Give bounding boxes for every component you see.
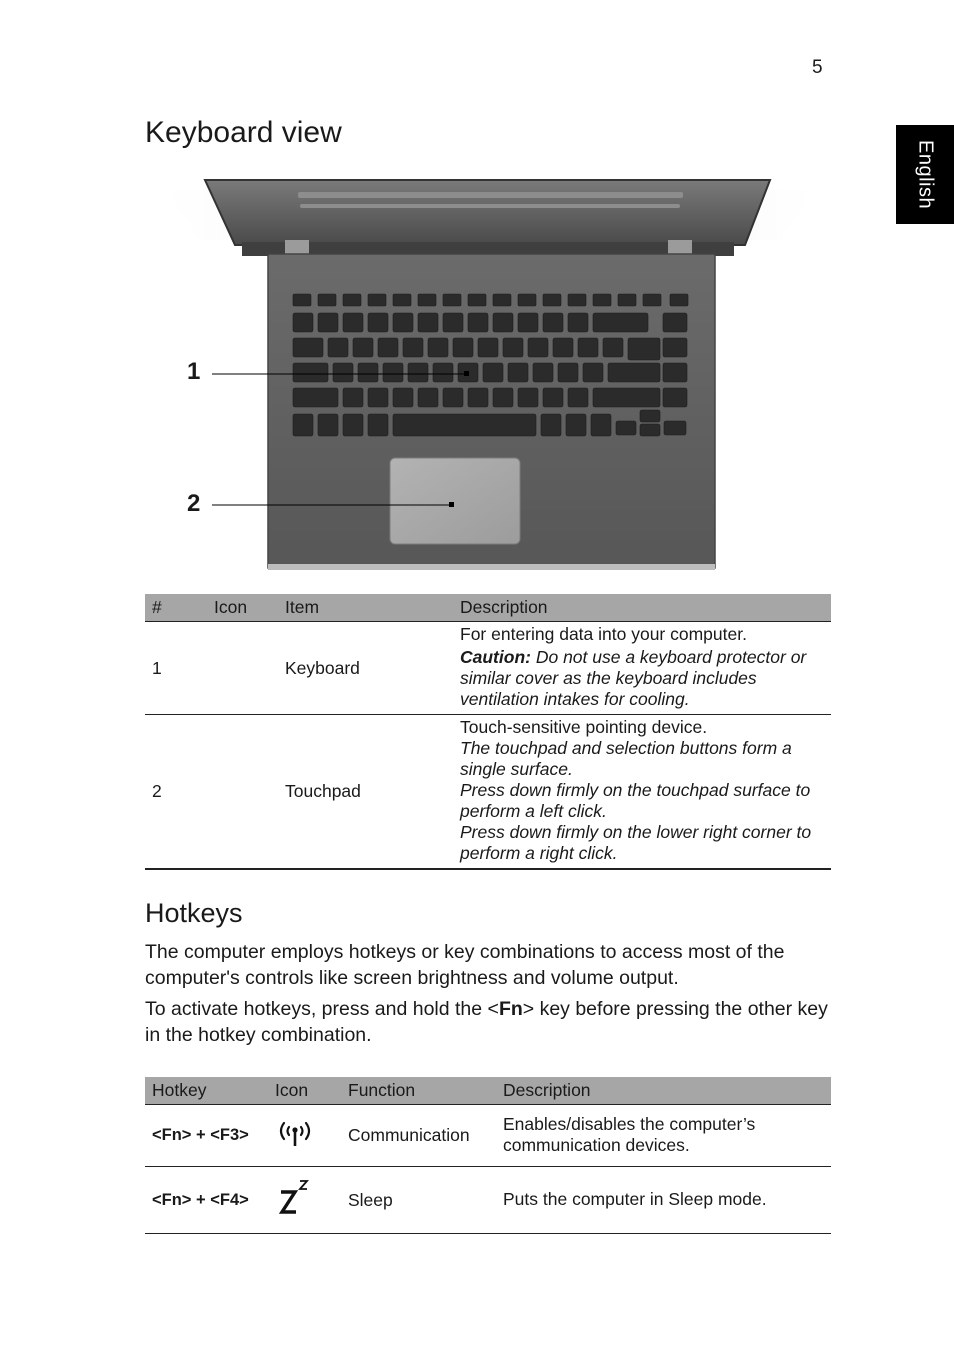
hotkey-combo: <Fn> + <F4> (145, 1167, 268, 1234)
header-icon: Icon (268, 1077, 341, 1105)
hotkey-description: Enables/disables the computer’s communication devices. (496, 1105, 831, 1167)
laptop-keyboard-illustration (150, 170, 830, 580)
description-line: Press down firmly on the lower right corner to perform a right click. (460, 822, 812, 863)
row-item: Keyboard (278, 622, 453, 715)
table-row (145, 622, 831, 715)
callout-2: 2 (187, 490, 201, 517)
hotkey-description: Puts the computer in Sleep mode. (496, 1167, 831, 1234)
page-number: 5 (812, 57, 823, 78)
description-main: Touch-sensitive pointing device. (460, 717, 708, 737)
hotkeys-table (145, 1077, 831, 1234)
header-description: Description (496, 1077, 831, 1105)
hotkeys-activation-paragraph (145, 996, 835, 1048)
table-row (145, 1167, 831, 1234)
row-number: 2 (145, 715, 207, 870)
sleep-icon (275, 1178, 315, 1218)
row-item: Touchpad (278, 715, 453, 870)
header-icon: Icon (207, 594, 278, 622)
caution-label: Caution: (460, 647, 531, 667)
row-icon-cell (268, 1167, 341, 1234)
caution-text: Do not use a keyboard protector or similar cover as the keyboard includes ventilation intakes for cooling. (460, 647, 807, 709)
callout-1: 1 (187, 358, 201, 385)
header-function: Function (341, 1077, 496, 1105)
language-tab-label: English (914, 139, 937, 210)
row-icon-cell (268, 1105, 341, 1167)
header-number: # (145, 594, 207, 622)
caution-note (460, 647, 824, 710)
fn-key-text: Fn (498, 998, 523, 1020)
hotkeys-title: Hotkeys (145, 898, 243, 928)
description-line: Press down firmly on the touchpad surface to perform a left click. (460, 780, 811, 821)
hotkey-combo: <Fn> + <F3> (145, 1105, 268, 1167)
language-tab (896, 125, 954, 224)
hotkeys-intro-paragraph: The computer employs hotkeys or key combinations to access most of the computer's controls like screen brightness and volume output. (145, 941, 785, 989)
keyboard-view-title: Keyboard view (145, 116, 342, 149)
header-item: Item (278, 594, 453, 622)
row-description (453, 622, 831, 715)
row-number: 1 (145, 622, 207, 715)
header-hotkey: Hotkey (145, 1077, 268, 1105)
para-text: > key before pressing the other key in the hotkey combination. (145, 998, 828, 1046)
description-main: For entering data into your computer. (460, 624, 747, 644)
row-icon (207, 715, 278, 870)
hotkey-function: Sleep (341, 1167, 496, 1234)
table-row (145, 715, 831, 870)
keyboard-table (145, 594, 831, 870)
table-row (145, 1105, 831, 1167)
row-description (453, 715, 831, 870)
para-text: To activate hotkeys, press and hold the < (145, 998, 499, 1020)
communication-icon (275, 1117, 315, 1149)
header-description: Description (453, 594, 831, 622)
hotkey-function: Communication (341, 1105, 496, 1167)
row-icon (207, 622, 278, 715)
description-line: The touchpad and selection buttons form a single surface. (460, 738, 792, 779)
